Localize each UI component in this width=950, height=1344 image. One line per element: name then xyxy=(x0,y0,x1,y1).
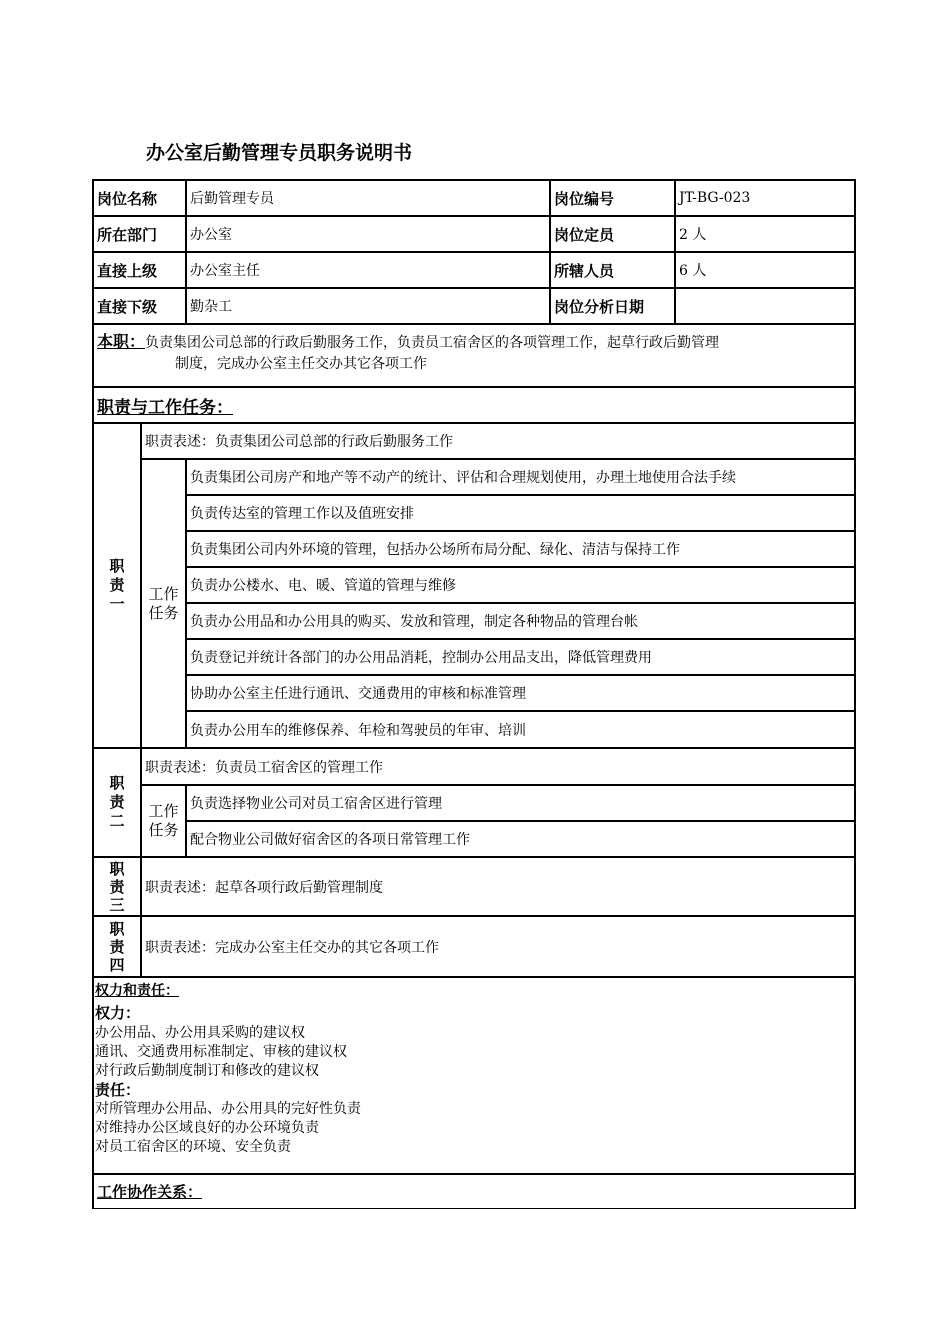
duty-2-task: 负责选择物业公司对员工宿舍区进行管理 xyxy=(186,785,855,821)
responsibility-item: 对所管理办公用品、办公用具的完好性负责 xyxy=(95,1101,361,1117)
label-supervisor: 直接上级 xyxy=(93,252,186,288)
duty-2-task-label: 工作 任务 xyxy=(141,785,186,857)
rights-item: 对行政后勤制度制订和修改的建议权 xyxy=(95,1063,319,1079)
rights-label: 权力： xyxy=(95,1004,141,1022)
value-analysis-date xyxy=(675,288,855,324)
label-analysis-date: 岗位分析日期 xyxy=(550,288,675,324)
duty-1-label: 职 责 一 xyxy=(93,423,141,748)
duty-1-task-label: 工作 任务 xyxy=(141,459,186,748)
duty-1-statement: 职责表述：负责集团公司总部的行政后勤服务工作 xyxy=(141,423,855,459)
value-position-name: 后勤管理专员 xyxy=(186,180,550,216)
duties-heading: 职责与工作任务： xyxy=(97,397,233,418)
value-headcount: 2 人 xyxy=(675,216,855,252)
responsibility-item: 对维持办公区域良好的办公环境负责 xyxy=(95,1120,319,1136)
label-department: 所在部门 xyxy=(93,216,186,252)
value-supervisor: 办公室主任 xyxy=(186,252,550,288)
label-subordinates-count: 所辖人员 xyxy=(550,252,675,288)
duty-1-task: 负责办公楼水、电、暖、管道的管理与维修 xyxy=(186,567,855,603)
duty-1-task: 负责办公用品和办公用具的购买、发放和管理，制定各种物品的管理台帐 xyxy=(186,603,855,639)
duty-3-statement: 职责表述：起草各项行政后勤管理制度 xyxy=(141,857,855,916)
duty-1-task: 负责登记并统计各部门的办公用品消耗，控制办公用品支出，降低管理费用 xyxy=(186,639,855,675)
coop-heading: 工作协作关系： xyxy=(97,1183,203,1201)
duty-4-statement: 职责表述：完成办公室主任交办的其它各项工作 xyxy=(141,916,855,977)
value-direct-reports: 勤杂工 xyxy=(186,288,550,324)
summary-line-1: 负责集团公司总部的行政后勤服务工作，负责员工宿舍区的各项管理工作，起草行政后勤管理 xyxy=(145,335,720,351)
duty-3-label: 职 责 三 xyxy=(93,857,141,916)
duty-1-task: 协助办公室主任进行通讯、交通费用的审核和标准管理 xyxy=(186,675,855,711)
label-direct-reports: 直接下级 xyxy=(93,288,186,324)
duties-heading-row xyxy=(93,387,855,423)
power-heading: 权力和责任： xyxy=(95,983,179,999)
coop-row xyxy=(93,1174,855,1209)
duty-1-task: 负责办公用车的维修保养、年检和驾驶员的年审、培训 xyxy=(186,711,855,748)
rights-item: 通讯、交通费用标准制定、审核的建议权 xyxy=(95,1044,347,1060)
summary-line-2: 制度，完成办公室主任交办其它各项工作 xyxy=(175,356,427,372)
duty-1-task: 负责集团公司内外环境的管理，包括办公场所布局分配、绿化、清洁与保持工作 xyxy=(186,531,855,567)
duty-4-label: 职 责 四 xyxy=(93,916,141,977)
duty-2-label: 职 责 二 xyxy=(93,748,141,857)
label-position-code: 岗位编号 xyxy=(550,180,675,216)
duty-1-task: 负责传达室的管理工作以及值班安排 xyxy=(186,495,855,531)
rights-item: 办公用品、办公用具采购的建议权 xyxy=(95,1025,305,1041)
summary-cell xyxy=(93,324,855,387)
label-headcount: 岗位定员 xyxy=(550,216,675,252)
responsibility-item: 对员工宿舍区的环境、安全负责 xyxy=(95,1139,291,1155)
value-subordinates-count: 6 人 xyxy=(675,252,855,288)
value-department: 办公室 xyxy=(186,216,550,252)
summary-label: 本职： xyxy=(97,332,146,351)
duty-2-statement: 职责表述：负责员工宿舍区的管理工作 xyxy=(141,748,855,785)
label-position-name: 岗位名称 xyxy=(93,180,186,216)
responsibility-label: 责任： xyxy=(95,1081,141,1099)
duty-1-task: 负责集团公司房产和地产等不动产的统计、评估和合理规划使用，办理土地使用合法手续 xyxy=(186,459,855,495)
value-position-code: JT-BG-023 xyxy=(675,180,855,216)
page-title: 办公室后勤管理专员职务说明书 xyxy=(146,142,413,164)
duty-2-task: 配合物业公司做好宿舍区的各项日常管理工作 xyxy=(186,821,855,857)
